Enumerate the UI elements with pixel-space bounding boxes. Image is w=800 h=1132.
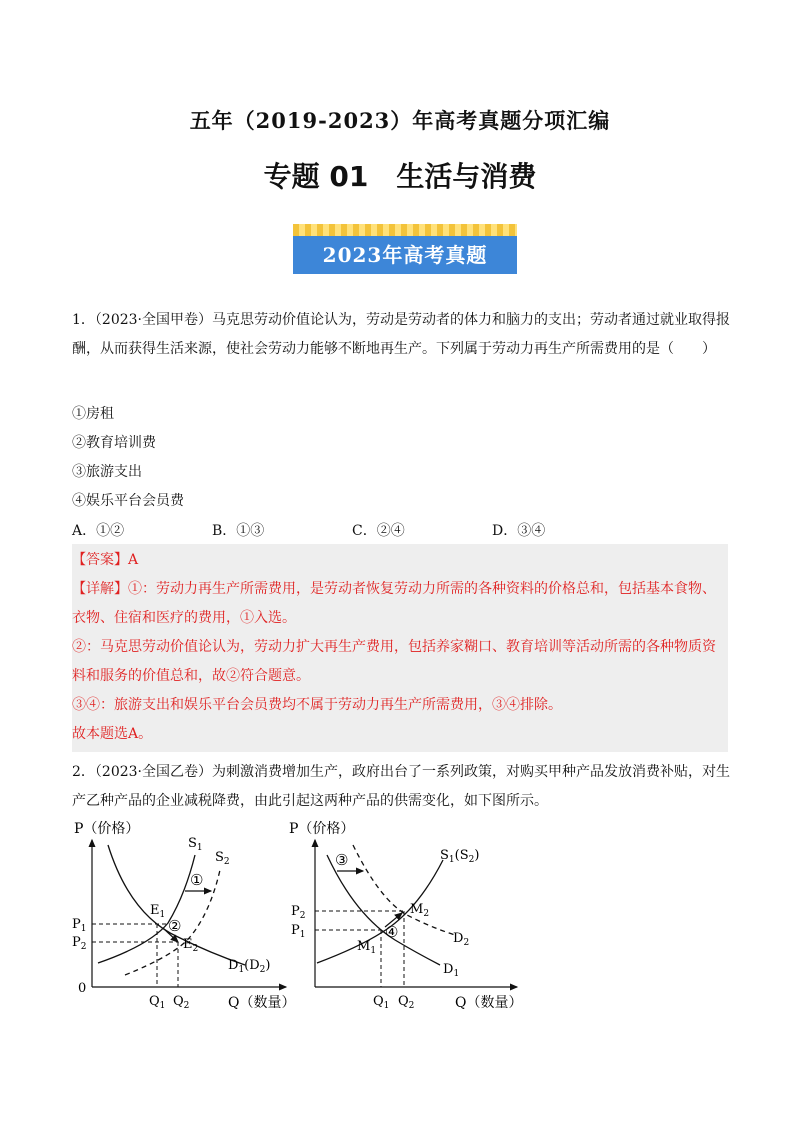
label-d1-d2: $D_1(D_2)$: [228, 958, 271, 975]
label-d1: $D_1$: [443, 962, 460, 979]
x-axis-label: Q（数量）: [228, 995, 296, 1011]
question-2-stem: 2．（2023·全国乙卷）为刺激消费增加生产，政府出台了一系列政策，对购买甲种产品发放消费补贴，对生产乙种产品的企业减税降费，由此引起这两种产品的供需变化，如下图所示。: [72, 764, 730, 809]
label-p2: $P_2$: [72, 935, 87, 952]
banner-stripe: [293, 224, 517, 236]
x-axis-label: Q（数量）: [455, 995, 523, 1011]
explanation-3: ③④：旅游支出和娱乐平台会员费均不属于劳动力再生产所需费用，③④排除。: [72, 697, 562, 713]
label-e1: $E_1$: [150, 903, 166, 920]
label-p1: $P_1$: [72, 917, 87, 934]
label-s2: $S_2$: [215, 850, 230, 867]
option-3: ③旅游支出: [72, 464, 142, 480]
explanation-1: 【详解】①：劳动力再生产所需费用，是劳动者恢复劳动力所需的各种资料的价格总和，包括基本食物、衣物、住宿和医疗的费用，①入选。: [72, 581, 716, 626]
banner-label: 2023年高考真题: [293, 236, 517, 274]
label-p2: $P_2$: [291, 904, 306, 921]
label-s1: $S_1$: [188, 836, 203, 853]
choice-a: A．①②: [72, 523, 125, 539]
label-m2: $M_2$: [410, 902, 430, 919]
option-1: ①房租: [72, 406, 114, 422]
label-q1: $Q_1$: [373, 994, 390, 1011]
label-p1: $P_1$: [291, 923, 306, 940]
choice-b: B．①③: [212, 523, 265, 539]
y-axis-label: P（价格）: [289, 821, 355, 837]
option-4: ④娱乐平台会员费: [72, 493, 184, 509]
origin-label: 0: [78, 981, 87, 996]
year-banner: [293, 224, 517, 274]
topic-title: 专题 01 生活与消费: [263, 160, 537, 193]
label-q1: $Q_1$: [149, 994, 166, 1011]
label-s1-s2: $S_1(S_2)$: [440, 848, 480, 865]
graph-product-b: [285, 815, 535, 1015]
label-q2: $Q_2$: [398, 994, 415, 1011]
mark-3: ③: [335, 851, 349, 869]
supply-curve-s1: [98, 855, 195, 963]
question-1-stem: 1．（2023·全国甲卷）马克思劳动价值论认为，劳动是劳动者的体力和脑力的支出；劳动者通过就业取得报酬，从而获得生活来源，使社会劳动力能够不断地再生产。下列属于劳动力再生产所需费用的是（ ）: [72, 312, 730, 357]
label-e2: $E_2$: [183, 937, 199, 954]
mark-2: ②: [168, 917, 182, 935]
series-title: 五年（2019-2023）年高考真题分项汇编: [189, 108, 611, 133]
y-axis-label: P（价格）: [74, 821, 140, 837]
option-2: ②教育培训费: [72, 435, 156, 451]
graph-product-a: [60, 815, 300, 1015]
mark-4: ④: [385, 923, 399, 941]
choice-d: D．③④: [492, 523, 546, 539]
explanation-2: ②：马克思劳动价值论认为，劳动力扩大再生产费用，包括养家糊口、教育培训等活动所需的各种物质资料和服务的价值总和，故②符合题意。: [72, 639, 716, 684]
choice-c: C．②④: [352, 523, 405, 539]
explanation-4: 故本题选A。: [72, 726, 153, 742]
label-m1: $M_1$: [357, 939, 377, 956]
mark-1: ①: [190, 871, 204, 889]
label-d2: $D_2$: [453, 931, 470, 948]
answer-label: 【答案】A: [72, 552, 139, 568]
label-q2: $Q_2$: [173, 994, 190, 1011]
